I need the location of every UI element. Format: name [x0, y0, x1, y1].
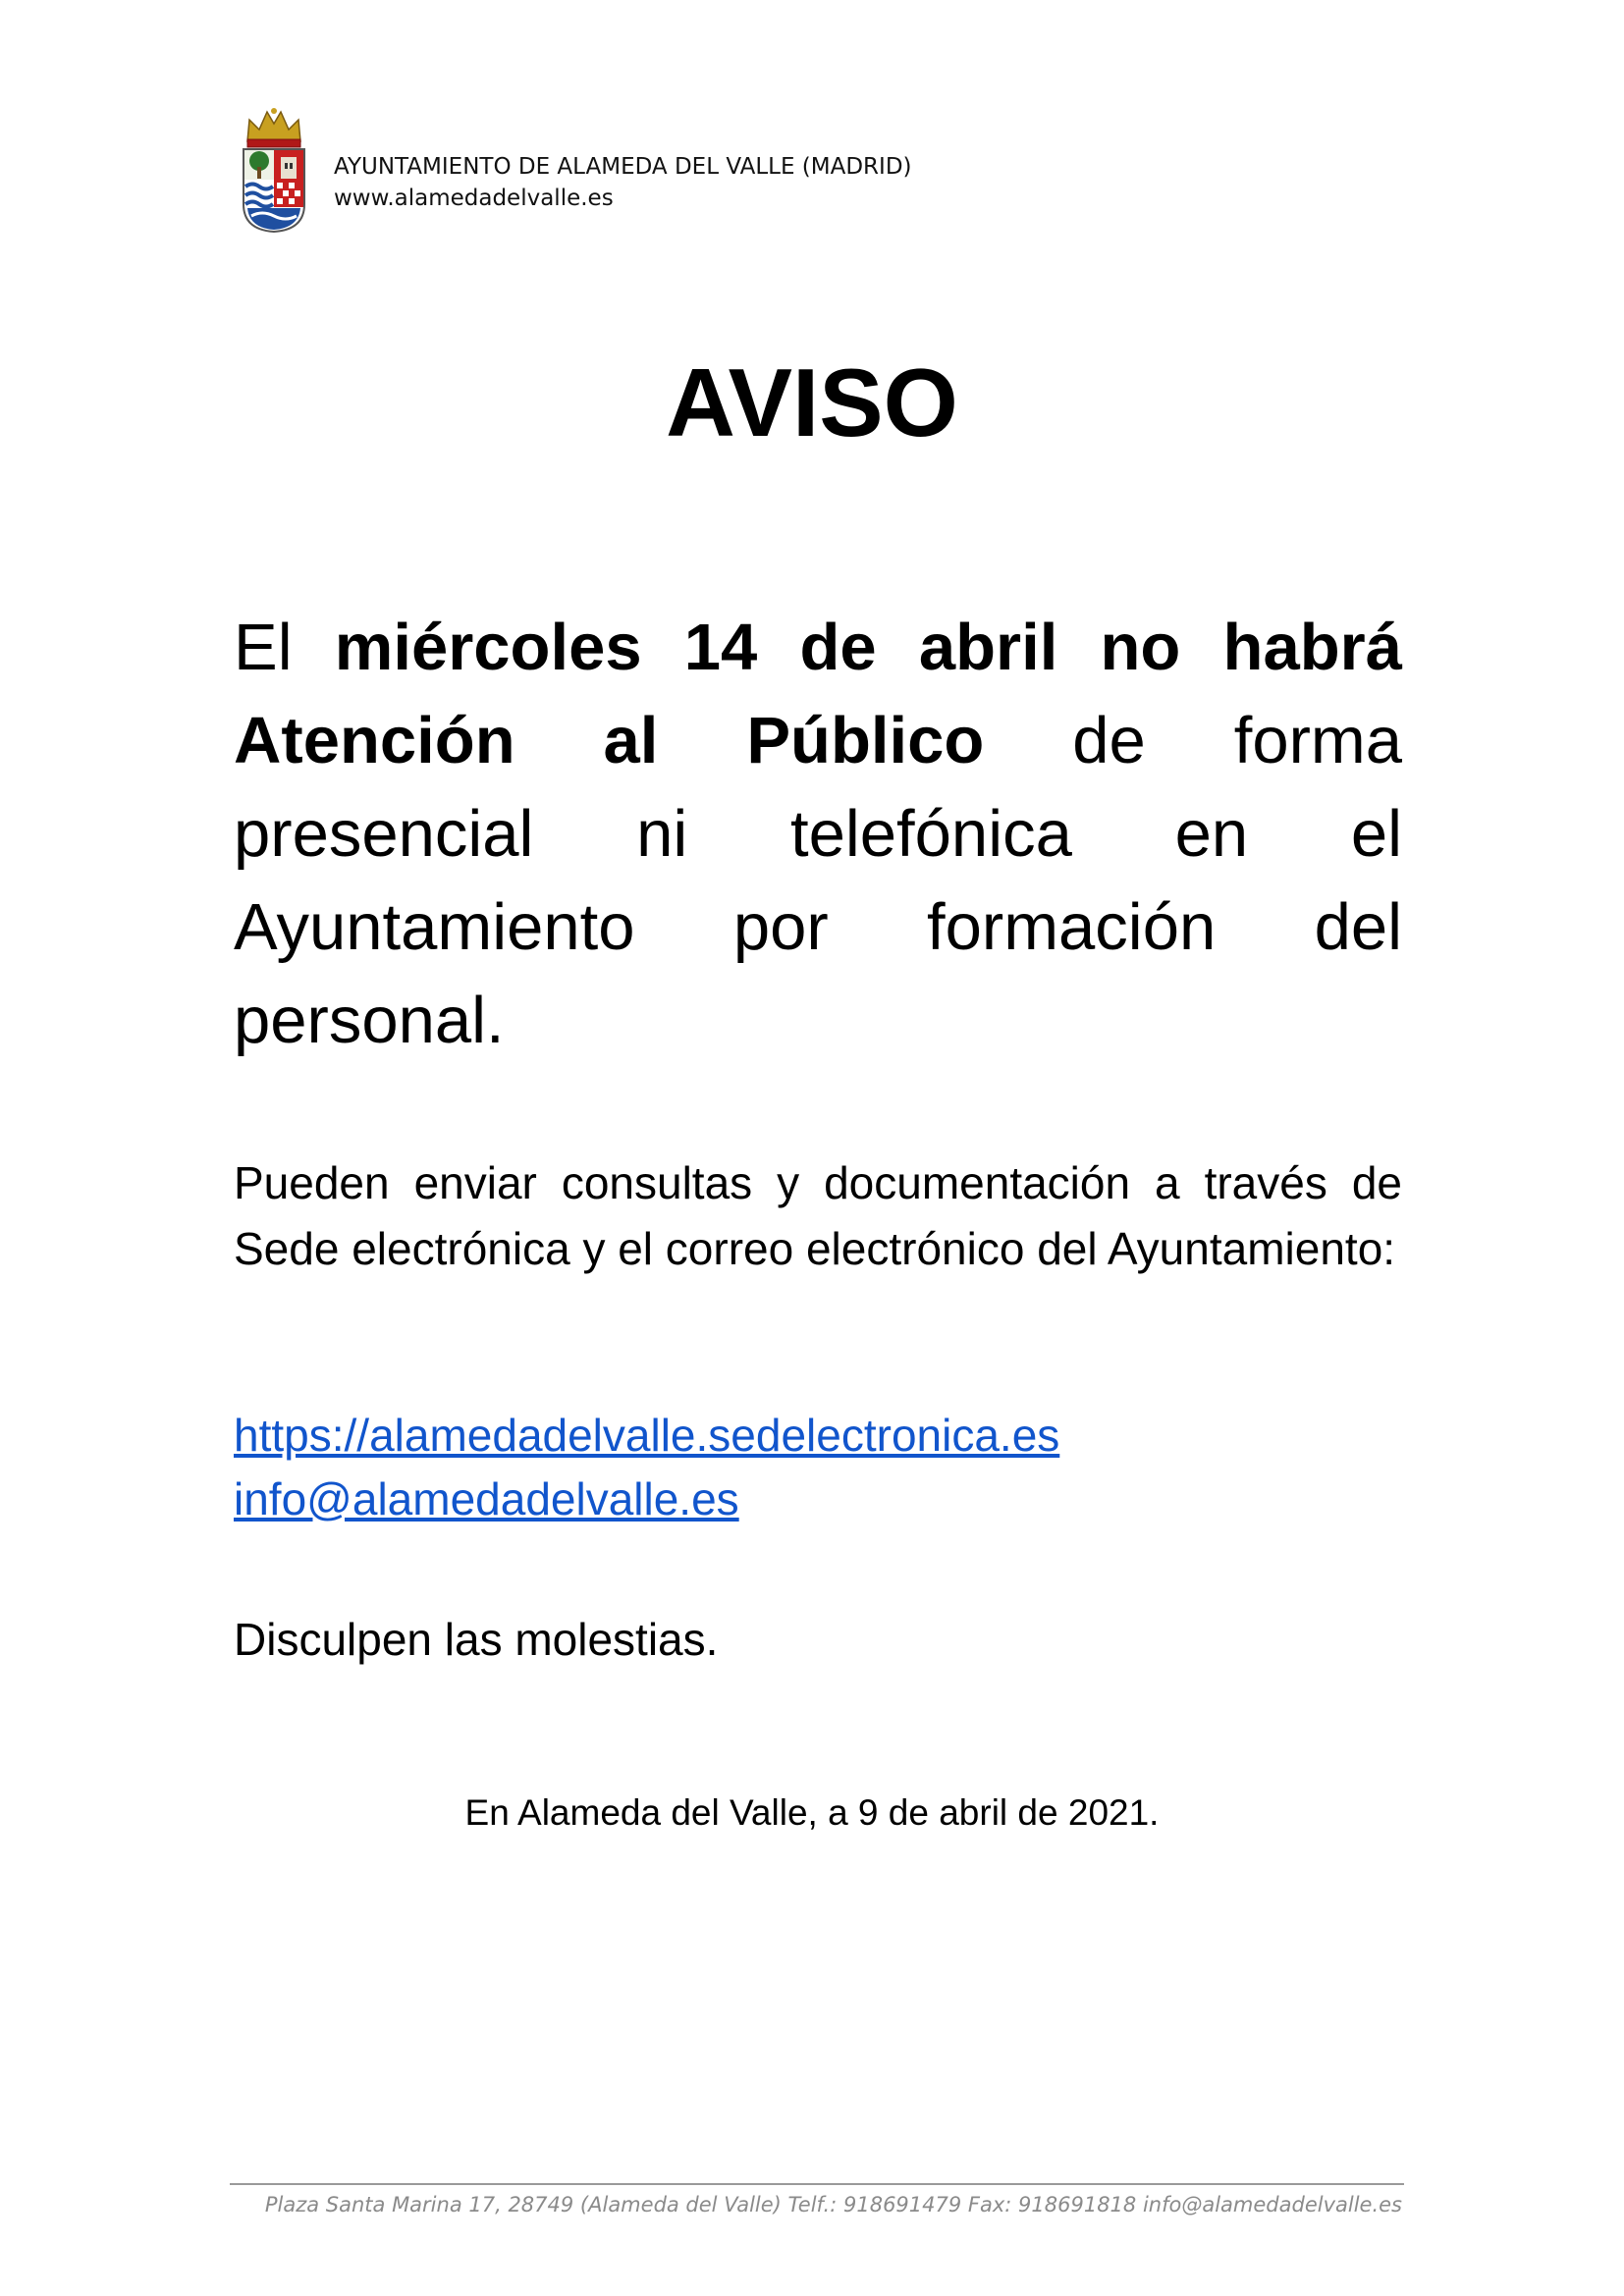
- info-paragraph: Pueden enviar consultas y documentación a través de Sede electrónica y el correo electrónico del Ayuntamiento:: [234, 1157, 1402, 1274]
- closing-text: Disculpen las molestias.: [234, 1614, 719, 1665]
- notice-lead: El: [234, 611, 335, 684]
- notice-paragraph: [234, 601, 1402, 1067]
- coat-of-arms-icon: [240, 106, 308, 234]
- footer-text: Plaza Santa Marina 17, 28749 (Alameda del Valle) Telf.: 918691479 Fax: 918691818 info@alamedadelvalle.es: [264, 2193, 1402, 2216]
- letterhead-text: [334, 151, 912, 214]
- sede-electronica-link[interactable]: https://alamedadelvalle.sedelectronica.es: [234, 1410, 1060, 1461]
- footer-divider: [230, 2183, 1404, 2185]
- organization-name: AYUNTAMIENTO DE ALAMEDA DEL VALLE (MADRID): [334, 154, 912, 180]
- notice-bold: miércoles 14 de abril no habrá Atención al Público: [234, 611, 1402, 777]
- website-text: www.alamedadelvalle.es: [334, 186, 614, 211]
- place-date-text: En Alameda del Valle, a 9 de abril de 2021.: [464, 1792, 1160, 1833]
- notice-rest: de forma presencial ni telefónica en el Ayuntamiento por formación del personal.: [234, 704, 1402, 1057]
- email-link[interactable]: info@alamedadelvalle.es: [234, 1473, 739, 1524]
- page-title: AVISO: [666, 348, 958, 456]
